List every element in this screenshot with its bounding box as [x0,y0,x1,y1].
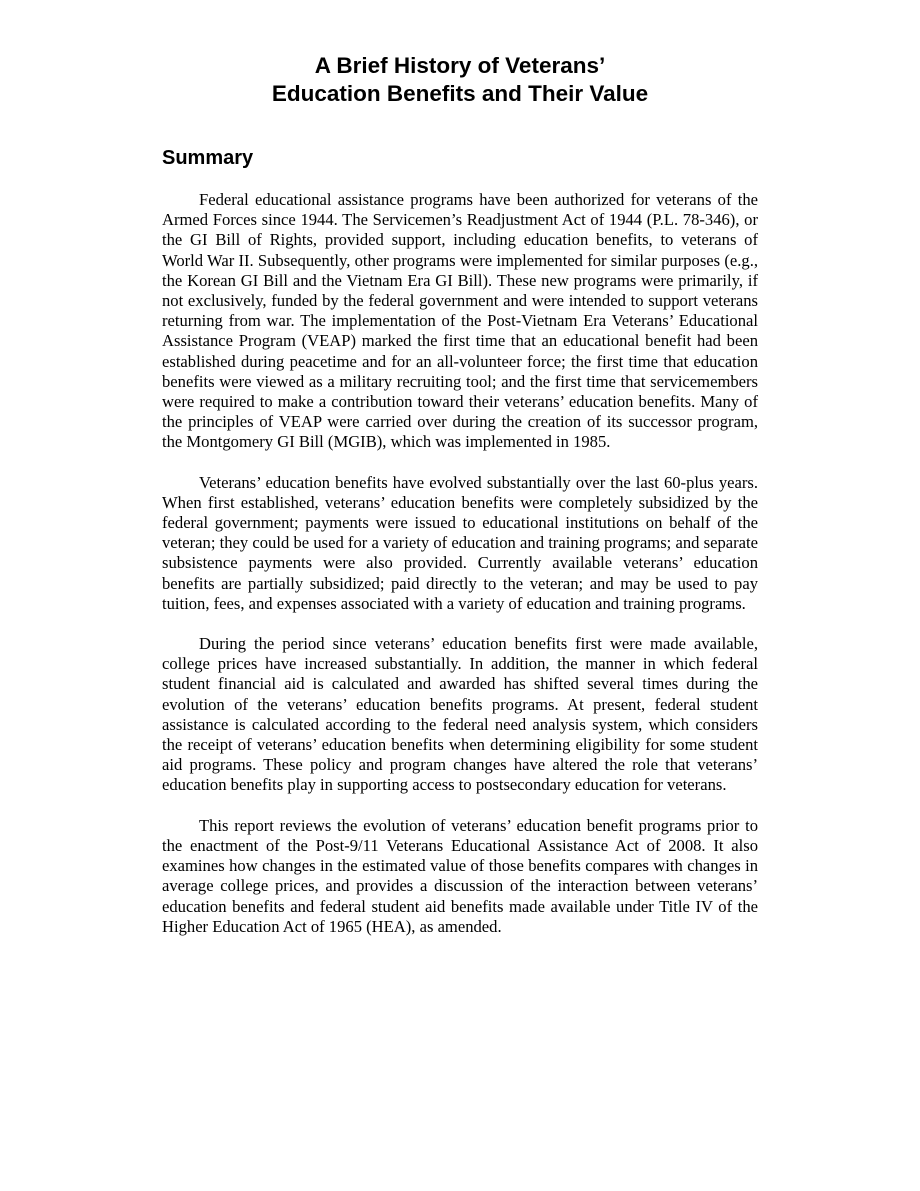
summary-paragraph-2: Veterans’ education benefits have evolved substantially over the last 60-plus years. When first established, veterans’ education benefits were completely subsidized by the federal government; payments were issued to educational institutions on behalf of the veteran; they could be used for a variety of education and training programs; and separate subsistence payments were also provided. Currently available veterans’ education benefits are partially subsidized; paid directly to the veteran; and may be used to pay tuition, fees, and expenses associated with a variety of education and training programs. [162,472,758,613]
summary-paragraph-1: Federal educational assistance programs have been authorized for veterans of the Armed Forces since 1944. The Servicemen’s Readjustment Act of 1944 (P.L. 78-346), or the GI Bill of Rights, provided support, including education benefits, to veterans of World War II. Subsequently, other programs were implemented for similar purposes (e.g., the Korean GI Bill and the Vietnam Era GI Bill). These new programs were primarily, if not exclusively, funded by the federal government and were intended to support veterans returning from war. The implementation of the Post-Vietnam Era Veterans’ Educational Assistance Program (VEAP) marked the first time that an educational benefit had been established during peacetime and for an all-volunteer force; the first time that education benefits were viewed as a military recruiting tool; and the first time that servicemembers were required to make a contribution toward their veterans’ education benefits. Many of the principles of VEAP were carried over during the creation of its successor program, the Montgomery GI Bill (MGIB), which was implemented in 1985. [162,190,758,452]
section-heading-summary: Summary [162,147,254,169]
document-title [162,52,758,108]
document-page [162,52,758,937]
document-title-line-2: Education Benefits and Their Value [271,81,649,106]
summary-paragraph-3: During the period since veterans’ education benefits first were made available, college prices have increased substantially. In addition, the manner in which federal student financial aid is calculated and awarded has shifted several times during the evolution of the veterans’ education benefits programs. At present, federal student assistance is calculated according to the federal need analysis system, which considers the receipt of veterans’ education benefits when determining eligibility for some student aid programs. These policy and program changes have altered the role that veterans’ education benefits play in supporting access to postsecondary education for veterans. [162,634,758,795]
summary-paragraph-4: This report reviews the evolution of veterans’ education benefit programs prior to the enactment of the Post-9/11 Veterans Educational Assistance Act of 2008. It also examines how changes in the estimated value of those benefits compares with changes in average college prices, and provides a discussion of the interaction between veterans’ education benefits and federal student aid benefits made available under Title IV of the Higher Education Act of 1965 (HEA), as amended. [162,815,758,936]
document-title-line-1: A Brief History of Veterans’ [314,53,606,78]
